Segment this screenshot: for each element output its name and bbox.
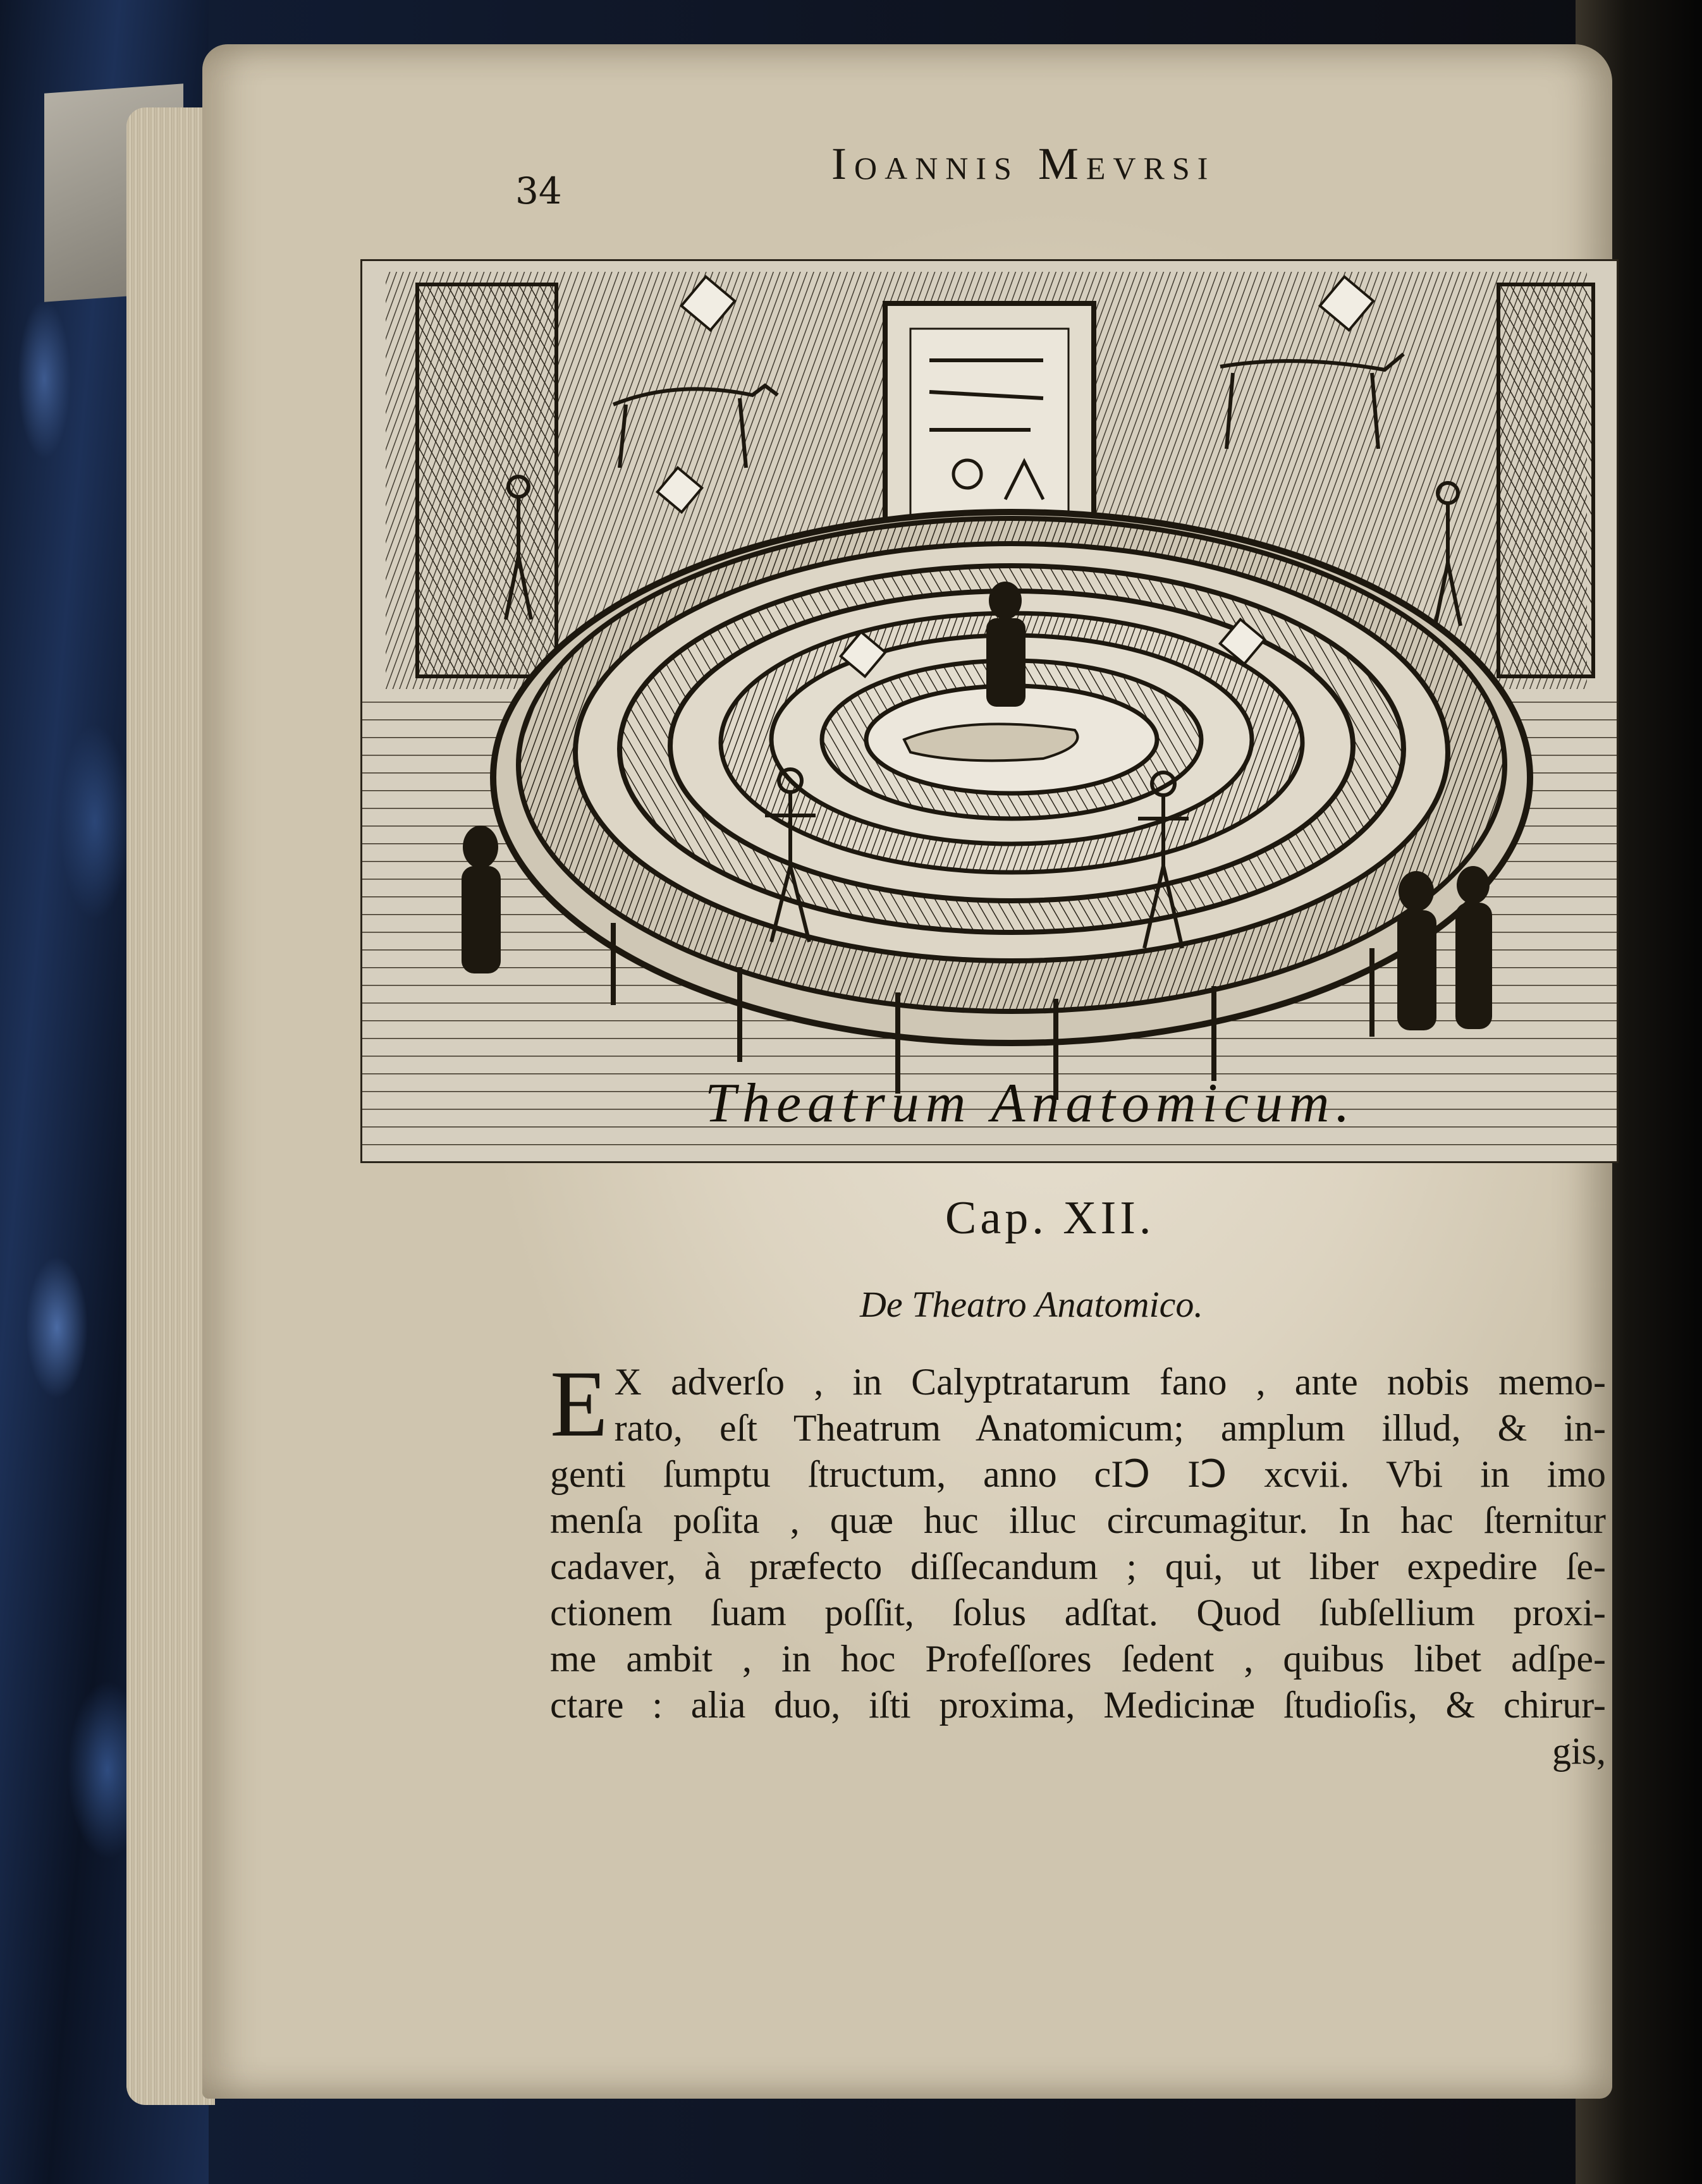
page-edges [126, 107, 215, 2105]
body-line: gis, [1552, 1730, 1606, 1772]
engraving-caption: Theatrum Anatomicum. [705, 1073, 1356, 1134]
body-line: rato, eſt Theatrum Anatomicum; amplum illud, & in- [614, 1407, 1606, 1449]
body-line: ctare : alia duo, iſti proxima, Medicinæ ſtudioſis, & chirur- [550, 1684, 1606, 1726]
engraving-illustration [360, 259, 1619, 1163]
body-line: cadaver, à præfecto diſſecandum ; qui, ut liber expedire ſe- [550, 1546, 1606, 1587]
body-line: ctionem ſuam poſſit, ſolus adſtat. Quod ſubſellium proxi- [550, 1592, 1606, 1633]
chapter-title: Cap. XII. [945, 1192, 1155, 1244]
page-number: 34 [515, 169, 562, 212]
body-paragraph [550, 1351, 1606, 1774]
body-line: genti ſumptu ſtructum, anno cIↃ IↃ xcvii. Vbi in imo [550, 1453, 1606, 1495]
body-line: menſa poſita , quæ huc illuc circumagitur. In hac ſternitur [550, 1499, 1606, 1541]
body-line: X adverſo , in Calyptratarum fano , ante nobis memo- [614, 1361, 1606, 1403]
body-line: me ambit , in hoc Profeſſores ſedent , quibus libet adſpe- [550, 1638, 1606, 1680]
drop-cap: E [550, 1351, 608, 1456]
running-head: Ioannis Mevrsi [831, 138, 1216, 189]
chapter-subtitle: De Theatro Anatomico. [860, 1284, 1203, 1325]
anatomical-theatre-engraving [360, 259, 1619, 1163]
